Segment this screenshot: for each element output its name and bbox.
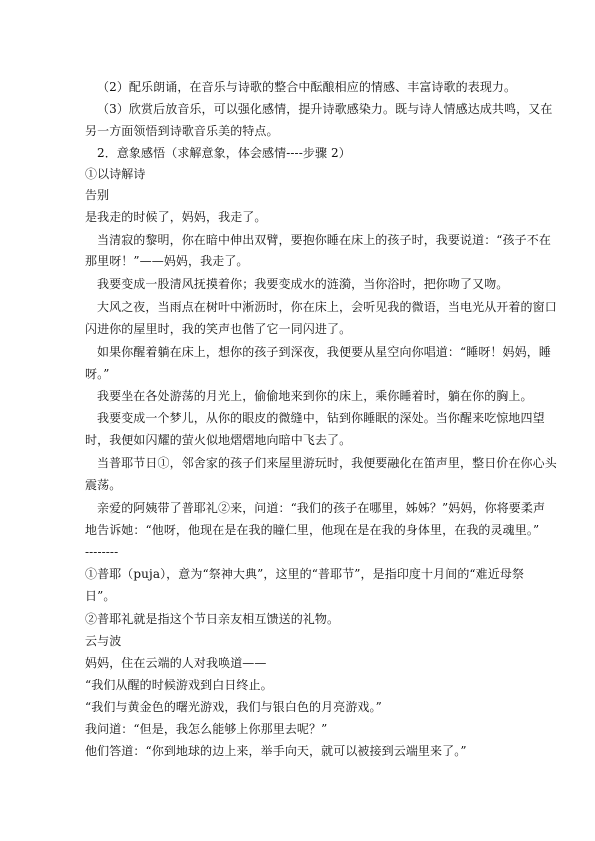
poem-title: 云与波 [85,634,122,648]
text-line: 他们答道：“你到地球的边上来，举手向天，就可以被接到云端里来了。” [85,744,467,758]
section-heading: 2．意象感悟（求解意象，体会感情----步骤 2） [97,146,351,160]
text-line: 我要变成一个梦儿，从你的眼皮的微缝中，钻到你睡眠的深处。当你醒来吃惊地四望 [97,411,545,425]
text-line: 妈妈，住在云端的人对我唤道—— [85,656,267,670]
text-line: 时，我便如闪耀的萤火似地熠熠地向暗中飞去了。 [85,433,352,447]
subsection-heading: ①以诗解诗 [85,167,146,181]
text-line: 我要变成一股清风抚摸着你；我要变成水的涟漪，当你浴时，把你吻了又吻。 [97,277,509,291]
text-line: “我们从醒的时候游戏到白日终止。 [85,678,273,692]
text-line: 闪进你的屋里时，我的笑声也偕了它一同闪进了。 [85,322,352,336]
text-line: 呀。” [85,367,110,381]
text-line: 亲爱的阿姨带了普耶礼②来，问道：“我们的孩子在哪里，姊姊？”妈妈，你将要柔声 [97,501,546,515]
text-line: 我问道：“但是，我怎么能够上你那里去呢？” [85,722,328,736]
text-line: 我要坐在各处游荡的月光上，偷偷地来到你的床上，乘你睡着时，躺在你的胸上。 [97,389,533,403]
text-line: “我们与黄金色的曙光游戏，我们与银白色的月亮游戏。” [85,700,382,714]
text-line: 是我走的时候了，妈妈，我走了。 [85,210,267,224]
text-line: （3）欣赏后放音乐，可以强化感情，提升诗歌感染力。既与诗人情感达成共鸣，又在 [97,102,553,116]
text-line: 震荡。 [85,478,122,492]
footnote: ②普耶礼就是指这个节日亲友相互馈送的礼物。 [85,612,340,626]
text-line: 当普耶节日①，邻舍家的孩子们来屋里游玩时，我便要融化在笛声里，整日价在你心头 [97,456,557,470]
text-line: 大风之夜，当雨点在树叶中淅沥时，你在床上，会听见我的微语，当电光从开着的窗口 [97,300,557,314]
text-line: 地告诉她：“他呀，他现在是在我的瞳仁里，他现在是在我的身体里，在我的灵魂里。” [85,523,540,537]
text-line: 另一方面领悟到诗歌音乐美的特点。 [85,124,279,138]
text-line: 当清寂的黎明，你在暗中伸出双臂，要抱你睡在床上的孩子时，我要说道：“孩子不在 [97,233,551,247]
footnote-separator: -------- [85,545,119,559]
poem-title: 告别 [85,188,110,202]
text-line: 那里呀！”——妈妈，我走了。 [85,254,249,268]
footnote: ①普耶（puja），意为“祭神大典”，这里的“普耶节”，是指印度十月间的“难近母祭 [85,567,525,581]
text-line: （2）配乐朗诵，在音乐与诗歌的整合中酝酿相应的情感、丰富诗歌的表现力。 [97,80,517,94]
footnote: 日”。 [85,589,116,603]
text-line: 如果你醒着躺在床上，想你的孩子到深夜，我便要从星空向你唱道：“睡呀！妈妈，睡 [97,345,551,359]
